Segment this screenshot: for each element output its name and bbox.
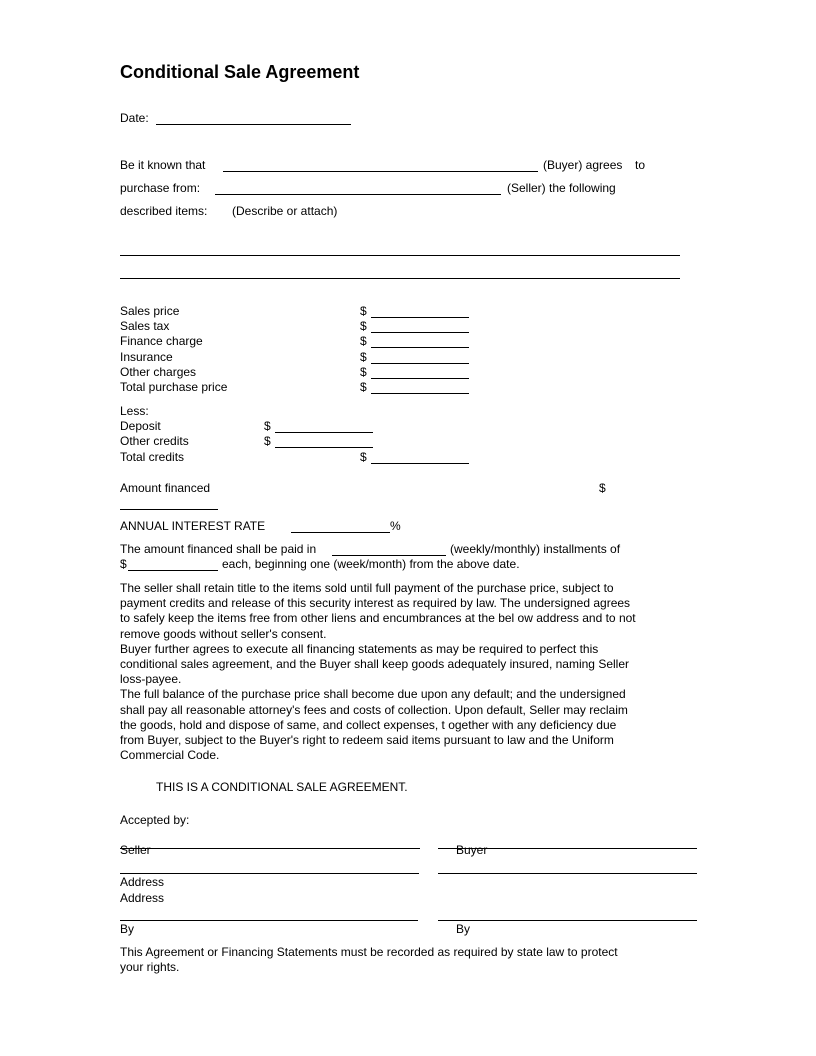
terms-line: payment credits and release of this security interest as required by law. The undersigned agrees xyxy=(120,596,631,611)
currency-symbol: $ xyxy=(360,350,367,364)
other-credits-field[interactable] xyxy=(275,433,373,448)
terms-line: loss-payee. xyxy=(120,672,182,687)
installment-amount-field[interactable] xyxy=(128,556,218,571)
address-label: Address xyxy=(120,891,165,905)
amount-field[interactable] xyxy=(371,364,469,379)
description-line[interactable] xyxy=(120,255,680,256)
accepted-by-label: Accepted by: xyxy=(120,813,190,827)
buyer-agrees-text: (Buyer) agrees xyxy=(543,158,623,172)
total-credits-field[interactable] xyxy=(371,449,469,464)
amount-field[interactable] xyxy=(371,303,469,318)
to-text: to xyxy=(635,158,646,172)
currency-symbol: $ xyxy=(360,334,367,348)
credit-row-label: Deposit xyxy=(120,419,161,433)
price-row-label: Sales price xyxy=(120,304,180,318)
buyer-label: Buyer xyxy=(456,843,488,857)
buyer-signature-line[interactable] xyxy=(438,834,697,849)
currency-symbol: $ xyxy=(360,365,367,379)
terms-line: Commercial Code. xyxy=(120,748,220,763)
price-row-label: Finance charge xyxy=(120,334,203,348)
interest-rate-field[interactable] xyxy=(291,518,390,533)
amount-field[interactable] xyxy=(371,333,469,348)
currency-symbol: $ xyxy=(120,557,127,571)
by-label: By xyxy=(120,922,135,936)
footer-paragraph xyxy=(120,945,700,975)
amount-financed-label: Amount financed xyxy=(120,481,211,495)
address-label: Address xyxy=(120,875,165,889)
buyer-address-line[interactable] xyxy=(438,859,697,874)
credit-row-label: Other credits xyxy=(120,434,189,448)
currency-symbol: $ xyxy=(264,419,271,433)
buyer-name-field[interactable] xyxy=(223,157,538,172)
seller-by-line[interactable] xyxy=(120,906,418,921)
percent-symbol: % xyxy=(390,519,401,533)
terms-line: the goods, hold and dispose of same, and collect expenses, t ogether with any deficiency due xyxy=(120,717,617,732)
credit-row-label: Total credits xyxy=(120,450,185,464)
currency-symbol: $ xyxy=(599,481,606,495)
less-label: Less: xyxy=(120,404,149,418)
page-title: Conditional Sale Agreement xyxy=(120,62,360,82)
terms-line: The seller shall retain title to the items sold until full payment of the purchase price, subject to xyxy=(120,581,614,595)
currency-symbol: $ xyxy=(360,304,367,318)
price-row-label: Total purchase price xyxy=(120,380,228,394)
purchase-from-text: purchase from: xyxy=(120,181,201,195)
seller-following-text: (Seller) the following xyxy=(507,181,616,195)
described-items-text: described items: xyxy=(120,204,208,218)
interest-rate-label: ANNUAL INTEREST RATE xyxy=(120,519,266,533)
installments-count-field[interactable] xyxy=(332,541,446,556)
be-it-known-text: Be it known that xyxy=(120,158,206,172)
date-label: Date: xyxy=(120,111,149,125)
terms-line: from Buyer, subject to the Buyer's right to redeem said items pursuant to law and the Uniform xyxy=(120,733,614,748)
deposit-field[interactable] xyxy=(275,418,373,433)
amount-financed-field[interactable] xyxy=(120,495,218,510)
amount-field[interactable] xyxy=(371,379,469,394)
footer-line: This Agreement or Financing Statements must be recorded as required by state law to protect xyxy=(120,945,618,959)
currency-symbol: $ xyxy=(264,434,271,448)
description-line[interactable] xyxy=(120,278,680,279)
terms-line: The full balance of the purchase price shall become due upon any default; and the undersigned xyxy=(120,687,626,702)
currency-symbol: $ xyxy=(360,380,367,394)
installments-text: The amount financed shall be paid in xyxy=(120,542,317,556)
currency-symbol: $ xyxy=(360,319,367,333)
buyer-by-line[interactable] xyxy=(438,906,697,921)
seller-address-line[interactable] xyxy=(120,859,419,874)
terms-line: to safely keep the items free from other liens and encumbrances at the bel ow address and to not xyxy=(120,611,636,626)
price-row-label: Sales tax xyxy=(120,319,170,333)
conditional-sale-statement: THIS IS A CONDITIONAL SALE AGREEMENT. xyxy=(156,780,408,794)
terms-line: shall pay all reasonable attorney's fees and costs of collection. Upon default, Seller may reclaim xyxy=(120,702,628,717)
by-label: By xyxy=(456,922,471,936)
installments-text: each, beginning one (week/month) from the above date. xyxy=(222,557,520,571)
seller-label: Seller xyxy=(120,843,151,857)
terms-paragraph xyxy=(120,581,700,763)
seller-signature-line[interactable] xyxy=(120,834,420,849)
amount-field[interactable] xyxy=(371,349,469,364)
footer-line: your rights. xyxy=(120,960,180,975)
installments-text: (weekly/monthly) installments of xyxy=(450,542,621,556)
price-row-label: Insurance xyxy=(120,350,173,364)
date-field[interactable] xyxy=(156,110,351,125)
terms-line: Buyer further agrees to execute all financing statements as may be required to perfect this xyxy=(120,641,599,656)
seller-name-field[interactable] xyxy=(215,180,501,195)
terms-line: conditional sales agreement, and the Buyer shall keep goods adequately insured, naming Seller xyxy=(120,657,629,672)
amount-field[interactable] xyxy=(371,318,469,333)
describe-attach-text: (Describe or attach) xyxy=(232,204,338,218)
price-row-label: Other charges xyxy=(120,365,197,379)
currency-symbol: $ xyxy=(360,450,367,464)
terms-line: remove goods without seller's consent. xyxy=(120,626,327,641)
